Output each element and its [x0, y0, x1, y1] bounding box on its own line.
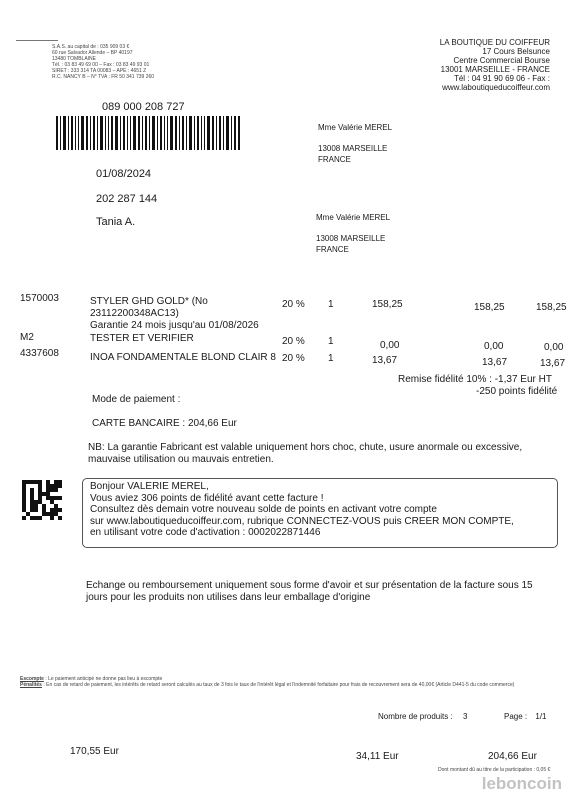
loyalty-points: Vous aviez 306 points de fidélité avant cette facture !	[90, 492, 324, 504]
shipping-address	[316, 212, 390, 255]
billing-address	[318, 122, 392, 165]
item-code: 1570003	[20, 293, 59, 304]
item-vat: 20 %	[282, 353, 305, 364]
store-address-block	[420, 38, 550, 92]
item-unit-price: 0,00	[380, 340, 400, 351]
invoice-number: 089 000 208 727	[102, 101, 185, 113]
store-center: Centre Commercial Bourse	[453, 56, 550, 65]
loyalty-line: Consultez dès demain votre nouveau solde de points en activant votre compte	[90, 504, 437, 515]
shipping-country: FRANCE	[316, 245, 349, 254]
item-qty: 1	[328, 336, 334, 347]
loyalty-line: sur www.laboutiqueducoiffeur.com, rubrique CONNECTEZ-VOUS puis CREER MON COMPTE,	[90, 515, 514, 527]
item-desc-text: TESTER ET VERIFIER	[90, 333, 194, 344]
item-unit-price: 158,25	[372, 299, 403, 310]
item-qty: 1	[328, 353, 334, 364]
participation-note: Dont montant dû au titre de la participation : 0,05 €	[438, 767, 551, 773]
item-price: 13,67	[482, 357, 508, 368]
products-count	[378, 712, 467, 721]
penalites-text: : En cas de retard de paiement, les intérêts de retard seront calculés au taux de 3 fois le taux de l'intérêt légal et l'indemnité forfaitaire pour frais de recouvrement sera de 40,00€ (Article D441-5 du code commerce)	[43, 682, 515, 688]
legal-line: 13480 TOMBLAINE	[52, 56, 97, 62]
total-tva: 34,11 Eur	[356, 751, 399, 762]
item-desc-text: INOA FONDAMENTALE BLOND CLAIR 8	[90, 352, 276, 363]
loyalty-message	[90, 481, 550, 539]
store-website: www.laboutiqueducoiffeur.com	[442, 83, 550, 92]
escompte-text: : Le paiement anticipé ne donne pas lieu à escompte	[45, 676, 163, 682]
billing-country: FRANCE	[318, 155, 351, 164]
legal-line: 60 rue Salvador Allende – BP 40197	[52, 50, 133, 56]
penalites-note	[20, 682, 560, 688]
legal-line: S.A.S. au capital de : 035 909 03 €	[52, 44, 130, 50]
legal-line: Tél. : 03 83 49 69 00 – Fax : 03 83 49 93 01	[52, 62, 150, 68]
page-value: 1/1	[535, 712, 547, 721]
store-city: 13001 MARSEILLE - FRANCE	[440, 65, 550, 74]
item-code: 4337608	[20, 348, 59, 359]
item-vat: 20 %	[282, 299, 305, 310]
item-price: 158,25	[474, 302, 505, 313]
page-number	[504, 712, 547, 721]
watermark-logo: leboncoin	[481, 774, 562, 793]
payment-label: Mode de paiement :	[92, 394, 181, 405]
seller-name: Tania A.	[96, 216, 136, 228]
total-ht: 170,55 Eur	[70, 746, 119, 757]
item-description	[90, 296, 259, 332]
item-unit-price: 13,67	[372, 355, 398, 366]
billing-name: Mme Valérie MEREL	[318, 123, 393, 132]
item-price: 0,00	[484, 341, 504, 352]
warranty-note: NB: La garantie Fabricant est valable uniquement hors choc, chute, usure anormale ou excessive, mauvaise utilisation ou mauvais entretien.	[88, 442, 523, 465]
store-name: LA BOUTIQUE DU COIFFEUR	[439, 38, 550, 47]
products-value: 3	[462, 712, 468, 721]
loyalty-activation-code: en utilisant votre code d'activation : 0002022871446	[90, 527, 321, 538]
item-code: M2	[20, 332, 34, 343]
company-legal-block	[52, 44, 212, 80]
customer-number: 202 287 144	[96, 193, 158, 205]
item-note: Garantie 24 mois jusqu'au 01/08/2026	[90, 320, 259, 331]
qr-code-icon	[22, 480, 62, 520]
item-vat: 20 %	[282, 336, 305, 347]
legal-line: SIRET : 333 314 TA 00083 – APE : 4651 Z	[52, 68, 147, 74]
item-total: 13,67	[540, 358, 566, 369]
item-desc-text: STYLER GHD GOLD* (No 23112200348AC13)	[90, 296, 208, 319]
penalites-label: Pénalités	[20, 682, 42, 688]
page-label: Page :	[504, 712, 528, 721]
item-total: 0,00	[544, 342, 564, 353]
escompte-label: Escompte	[20, 676, 44, 682]
products-label: Nombre de produits :	[378, 712, 453, 721]
discount-line: Remise fidélité 10% : -1,37 Eur HT	[398, 374, 552, 385]
discount-points: -250 points fidélité	[476, 386, 558, 397]
total-ttc: 204,66 Eur	[488, 751, 537, 762]
store-address: 17 Cours Belsunce	[482, 47, 550, 56]
exchange-policy: Echange ou remboursement uniquement sous forme d'avoir et sur présentation de la facture sous 15 jours pour les produits non utilises dans leur emballage d'origine	[86, 580, 533, 603]
shipping-name: Mme Valérie MEREL	[316, 213, 391, 222]
store-phone: Tél : 04 91 90 69 06 - Fax :	[453, 74, 550, 83]
billing-city: 13008 MARSEILLE	[318, 144, 388, 153]
invoice-date: 01/08/2024	[96, 168, 152, 180]
loyalty-greeting: Bonjour VALERIE MEREL,	[90, 481, 209, 492]
legal-line: R.C. NANCY B – N° TVA : FR 50 341 739 260	[52, 74, 155, 80]
header-rule	[16, 40, 58, 41]
item-total: 158,25	[536, 302, 567, 313]
item-qty: 1	[328, 299, 334, 310]
payment-method: CARTE BANCAIRE : 204,66 Eur	[92, 418, 237, 429]
barcode-image	[56, 116, 268, 150]
shipping-city: 13008 MARSEILLE	[316, 234, 386, 243]
